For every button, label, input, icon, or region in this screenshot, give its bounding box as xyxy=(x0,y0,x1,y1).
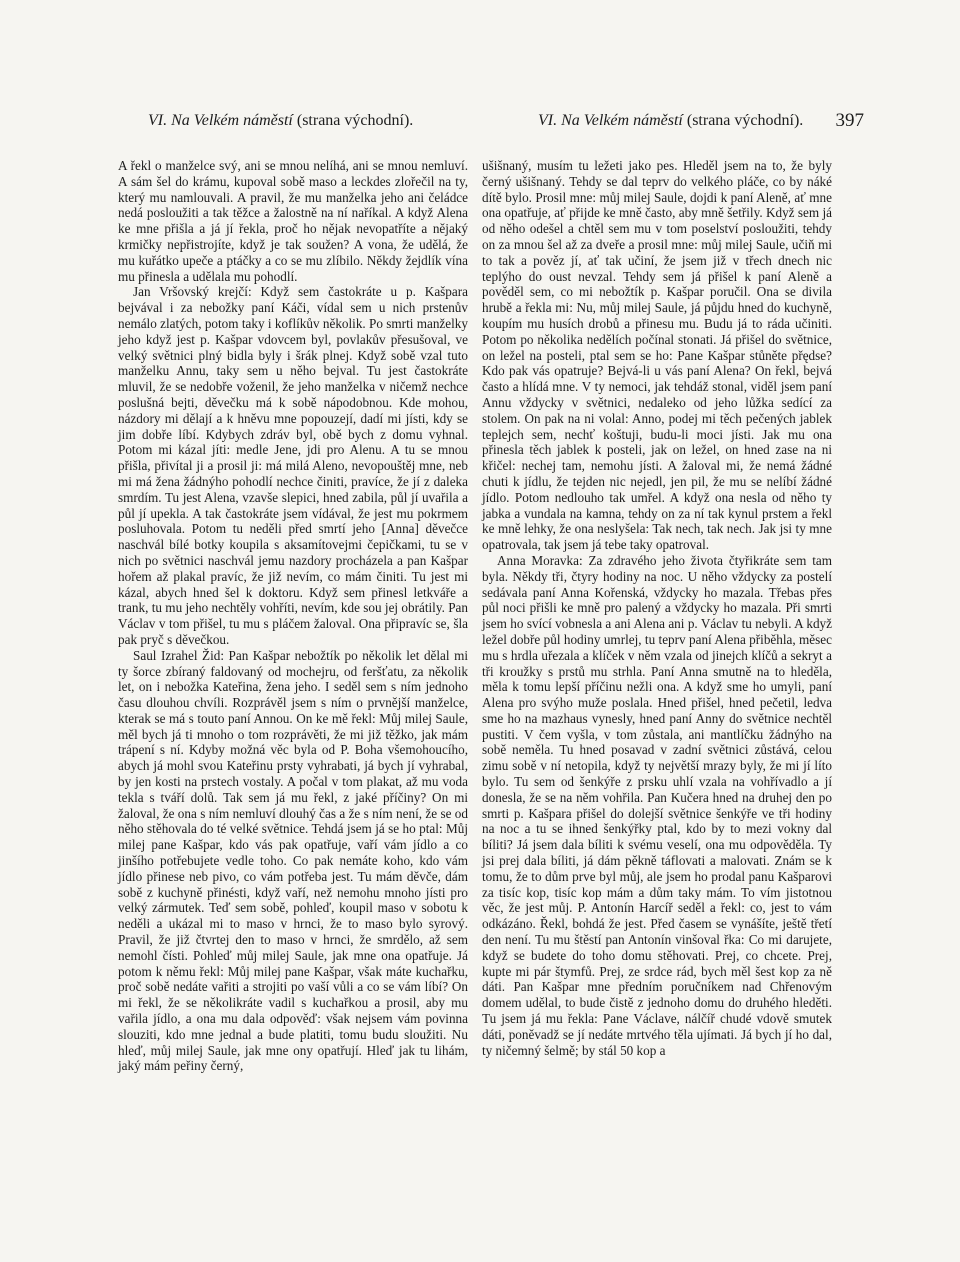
paragraph: Anna Moravka: Za zdravého jeho života čtyřikráte sem tam byla. Někdy tři, čtyry hodiny na noc. U něho vždycky za postelí sedávala paní Anna Kořenská, vždycky ho mazala. Třebas přes půl noci přišli ke mně pro palený a vždycky ho mazala. Při smrti jsem ho svící vobnesla a ani Alena ani p. Václav tu nebyli. A když ležel dobře půl hodiny umrlej, tu teprv paní Alena přiběhla, měsec mu s hrdla uřezala a klíček v něm vzala od jinejch klíčů a sekryt a tři kroužky s prstů mu strhla. Paní Anna smutně na to hleděla, měla k tomu lepší příčinu nežli ona. A když sme ho umyli, paní Alena pro svýho muže poslala. Hned přišel, hned pečetil, ledva sme ho na mazhaus vynesly, hned paní Anny do světnice nechtěl pustiti. V čem vyšla, v tom zůstala, ani mantlíčku žádnýho na sobě neměla. Tu hned posavad v zadní světnici zůstává, celou zimu sobě v ní netopila, když ty největší mrazy byly, že mi jí líto bylo. Tu sem od šenkýře z prsku uhlí vzala na vohřívadlo a jí donesla, že se na něm vohřila. Pan Kučera hned na druhej den po smrti p. Kašpara přišel do dolejší světnice šenkýře ve tři hodiny na noc a tu se ihned šenkýřky ptal, kdo by to mezi vokny dal bíliti? Já jsem dala bíliti k svému veselí, ona mu odpověděla. Ty jsi prej dala bíliti, já dám pěkně táflovati a malovati. Znám se k tomu, že to dům prve byl můj, ale jsem ho prodal panu Kašparovi za tisíc kop, tisíc kop mám a dům taky mám. To vím jistotnou věc, že jest můj. P. Antonín Harcíř seděl a řekl: co, jest to vám odkázáno. Řekl, bohdá že jest. Před časem se vynášíte, ještě třetí den není. Tu mu štěstí pan Antonín vinšoval řka: Co mi darujete, když se budete do toho domu stěhovati. Prej, co chcete. Prej, kupte mi pár štymfů. Prej, ze srdce rád, bych měl šest kop za ně dáti. Pan Kašpar mne předním poručníkem nad Chřenovým domem udělal, to bude čistě z jednoho domu do druhého hleděti. Tu jsem já mu řekla: Pane Václave, nálčíř chudé vdově smutek dáti, poněvadž se jí nedáte mrtvého těla ujímati. Já bych jí ho dal, ty ničemný šelmě; by stál 50 kop a xyxy=(482,552,832,1058)
running-head-left-sub: (strana východní). xyxy=(296,112,414,129)
paragraph: Saul Izrahel Žid: Pan Kašpar nebožtík po několik let dělal mi ty šorce zbíraný faldovaný od mochejru, od feršťatu, za několik let, on i nebožka Kateřina, žena jeho. I seděl sem s ním jednoho času dlouhou chvíli. Rozprávěl jsem s ním o prvnější manželce, kterak se má s touto paní Annou. On ke mě řekl: Můj milej Saule, měl bych já ti mnoho o tom rozprávěti, že mi již těžko, jak mám trápení s ní. Kdyby možná věc byla od P. Boha všemohoucího, abych já mohl svou Kateřinu prsty vyhrabati, já bych jí vyhrabal, by jen kosti na prstech vostaly. A počal v tom plakat, až mu voda tekla s tváří dolů. Tak sem já mu řekl, z jaké příčiny? On mi žaloval, že ona s ním nemluví dlouhý čas a že s ním není, že se od něho stěhovala do té velké světnice. Tehdá jsem já se ho ptal: Můj milej pane Kašpar, kdo vás pak opatřuje, vaří vám jídlo a co jinšího potřebujete vedle toho. Co pak nemáte koho, kdo vám jídlo přinese neb pivo, co vám potřeba jest. Tu mám děvče, dám sobě z kuchyně přinésti, když vaří, než nemohu mnoho jísti pro velký zármutek. Teď sem sobě, pohleď, koupil maso v sobotu k neděli a ukázal mi to maso v hrnci, že to maso bylo syrový. Pravil, že již čtvrtej den to maso v hrnci, že smrdělo, až sem nemohl čísti. Pohleď můj milej Saule, jak mne ona opatřuje. Já potom k němu řekl: Můj milej pane Kašpar, však máte kuchařku, proč sobě nedáte vařiti a strojiti po vaší vůli a co se vám líbí? On mi řekl, že se několikráte vadil s kuchařkou a prosil, aby mu vařila jídlo, a ona mu dala odpověď: však nejsem vám povinna slouziti, kdo mne jednal a bude platiti, tomu budu sloužiti. Nu hleď, můj milej Saule, jak mne ony opatřují. Hleď jak tu lihám, jaký mám peřiny černý, xyxy=(118,647,468,1074)
right-column xyxy=(482,158,832,1058)
page-number: 397 xyxy=(835,110,864,131)
running-head-right-roman: VI. xyxy=(538,112,558,129)
running-head-right-title: Na Velkém náměstí xyxy=(561,112,683,129)
running-head-right-sub: (strana východní). xyxy=(686,112,804,129)
paragraph: ušišnaný, musím tu ležeti jako pes. Hleděl jsem na to, že byly černý ušišnaný. Tehdy se dal teprv do velkého pláče, co by náké dítě bylo. Prosil mne: můj milej Saule, dojdi k paní Aleně, ať mne ona opatřuje, ať přijde ke mně často, aby mně šetřily. Když sem já od něho odešel a chtěl sem mu v tom poselství posloužiti, tehdy on za mnou šel až za dveře a prosil mne: můj milej Saule, učiň mi to tak a pověz jí, ať tak učiní, že jsem již v třech dnech nic teplýho do oust nevzal. Tehdy sem já přišel k paní Aleně a pověděl sem, co mi nebožtík p. Kašpar poručil. Ona se divila hrubě a řekla mi: Nu, můj milej Saule, já půjdu hned do kuchyně, koupím mu husích drobů a přinesu mu. Budu já to ráda učiniti. Potom po několika nedělích počínal stonati. Já přišel do světnice, on ležel na posteli, ptal sem se ho: Pane Kašpar stůněte přędse? Kdo pak vás opatruje? Bejvá-li u vás paní Alena? On řekl, bejvá často a hlídá mne. V ty nemoci, jak tehdáž stonal, viděl jsem paní Annu vždycky v světnici, nedaleko od jeho lůžka sedící za stolem. On pak na ni volal: Anno, podej mi těch pečených jablek teplejch sem, nechť koštuji, budu-li moci jísti. Jak mu ona přinesla těch jablek k posteli, jak on ležel, on hned zase na ni křičel: nechej tam, nemohu jísti. A žaloval mi, že nemá žádné chuti k jídlu, že tejden nic nejedl, jen pil, že mu se nelíbí žádné jídlo. Potom nedlouho tak umřel. A když ona nesla od něho ty jabka a vundala na kamna, tehdy on za ní tak kynul prstem a řekl ke mně lehky, že ona neslyšela: Tak nech, tak nech. Jak jsi ty mne opatrovala, tak jsem já tebe taky opatroval. xyxy=(482,158,832,553)
page-header xyxy=(118,112,864,142)
paragraph: A řekl o manželce svý, ani se mnou nelíhá, ani se mnou nemluví. A sám šel do krámu, kupoval sobě maso a leckdes zlořečil na ty, který mu namlouvali. A pravil, že mu manželka jeho ani čeládce nedá posloužiti a tak těžce a žalostně na ní naříkal. A když Alena ke mne přišla a já jí řekla, proč ho nějak nevopatříte a nějaký krmičky nepřistrojíte, když je tak soužen? A vona, že udělá, že mu kuřátko upeče a ptáčky a co se mu zlíbilo. Někdy žejdlík vína mu přinesla a udělala mu pohodlí. xyxy=(118,158,468,284)
running-head-left xyxy=(148,112,413,130)
paragraph: Jan Vršovský krejčí: Když sem častokráte u p. Kašpara bejvával i za nebožky paní Káči, vídal sem u nich prstenův nemálo zlatých, potom taky i koflíkův několik. Po smrti manželky jeho když jest p. Kašpar vdovcem byl, povlakův přesušoval, ve velký světnici plný bidla byly i šrák plnej. Když sobě vzal tuto manželku Annu, taky sem u něho bejval. Tu jest častokráte mluvil, že se nedobře voženil, že jeho manželka v ničemž nechce poslušná bejti, děvečku má k sobě nápodobnou. Kde mohou, názdory mi dělají a k hněvu mne popouzejí, dadí mi jísti, kdy se jim dobře líbí. Kdybych zdráv byl, obě bych z domu vyhnal. Potom mi kázal jíti: medle Jene, jdi pro Alenu. A tu se mnou přišla, přivítal ji a prosil ji: má milá Aleno, nevopouštěj mne, neb mi má žena žádnýho pohodlí nechce činiti, pravíce, že jí z daleka smrdím. Tu jest Alena, vzavše slepici, hned zabila, půl jí uvařila a půl jí upekla. A tak častokráte jsem vídával, že jest mu pokrmem posluhovala. Potom tu neděli před smrtí jeho [Anna] děvečce naschvál bílé botky koupila s aksamítovejmi čepičkami, tu se v nich po světnici naschvál jemu nazdory procházela a pan Kašpar hořem až plakal pravíc, že již nevím, co mám činiti. Tu jest mi kázal, abych hned šel k doktoru. Když sem přinesl letkváře a trank, tu mu jeho nechtěly vohříti, nevím, kde sou jej obrátily. Pan Václav v tom přišel, tu mu s pláčem žaloval. Ona připravíc se, šla pak pryč s děvečkou. xyxy=(118,284,468,647)
left-column xyxy=(118,158,468,1074)
running-head-left-title: Na Velkém náměstí xyxy=(171,112,293,129)
running-head-left-roman: VI. xyxy=(148,112,168,129)
running-head-right xyxy=(538,112,803,130)
